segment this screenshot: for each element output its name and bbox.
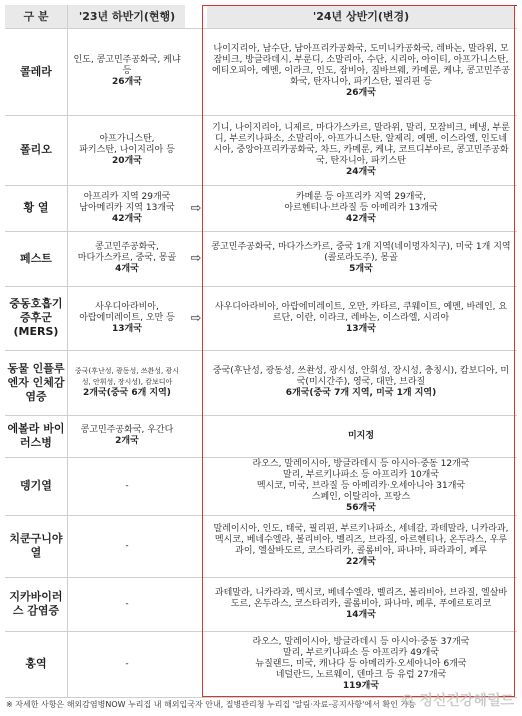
new-line: 멕시코, 미국, 브라질 등 아메리카·오세아니아 31개국: [256, 480, 466, 491]
previous-line: 아랍에미레이트, 오만 등: [79, 312, 175, 323]
new-countries: [207, 115, 515, 185]
new-line: 과테말라, 니카라과, 멕시코, 베네수엘라, 벨리즈, 볼리비아, 브라질, 엘살바도르, 온두라스, 코스타리카, 콜롬비아, 파나마, 페루, 푸에르토리코: [214, 587, 508, 609]
previous-countries: -: [67, 457, 186, 515]
new-line: 라오스, 말레이시아, 방글라데시 등 아시아·중동 12개국: [252, 458, 470, 469]
new-line: 말리, 부르키나파소 등 아프리카 10개국: [282, 469, 440, 480]
previous-count: 26개국: [112, 77, 142, 87]
table-row-chikungunya: [5, 515, 517, 578]
table-row-mers: [5, 286, 517, 351]
new-count: 13개국: [346, 323, 376, 334]
new-line: 말리, 부르키나파소 등 아프리카 49개국: [282, 647, 440, 658]
new-countries: [207, 185, 515, 231]
arrow-cell: [185, 515, 207, 577]
new-countries: [207, 415, 515, 457]
table-row-polio: [5, 115, 517, 186]
previous-line: 아프가니스탄,: [99, 133, 155, 144]
new-line: 말레이시아, 인도, 태국, 필리핀, 부르키나파소, 세네갈, 과테말라, 니카라과, 멕시코, 베네수엘라, 볼리비아, 벨리즈, 브라질, 아르헨티나, 온두라스, 우루과이, 엘살바도르, 코스타리카, 콜롬비아, 파나마, 파라과이, 페루: [213, 524, 509, 556]
new-line: 콩고민주공화국, 마다가스카르, 중국 1개 지역(네이멍자치구), 미국 1개 지역(콜로라도주), 몽골: [211, 242, 511, 263]
header-gap: [185, 5, 207, 28]
disease-name: 홍역: [25, 657, 47, 670]
previous-count: 4개국: [115, 264, 139, 274]
new-countries: [207, 631, 515, 697]
new-line: 아르헨티나·브라질 등 아메리카 13개국: [284, 202, 438, 213]
new-countries: [207, 515, 515, 577]
previous-count: 2개국: [115, 436, 139, 446]
header-category: 구 분: [5, 5, 67, 28]
new-count: 22개국: [346, 557, 376, 567]
previous-countries: [67, 115, 186, 185]
table-header-row: [5, 5, 517, 29]
new-count: 119개국: [342, 680, 380, 691]
disease-name: 뎅기열: [20, 479, 52, 492]
arrow-cell: [185, 577, 207, 631]
new-countries: [207, 231, 515, 286]
new-count: 5개국: [349, 264, 373, 274]
new-count: 14개국: [346, 609, 376, 620]
previous-line: 중국(후난성, 광동성, 쓰촨성, 광시성, 안휘성, 장시성), 캄보디아: [75, 367, 179, 386]
table-row-cholera: [5, 28, 517, 116]
new-count: 6개국(중국 7개 지역, 미국 1개 지역): [285, 388, 437, 398]
new-line: 뉴질랜드, 미국, 캐나다 등 아메리카·오세아니아 6개국: [255, 658, 467, 669]
previous-line: 마다가스카르, 중국, 몽골: [77, 253, 177, 263]
new-line: 사우디아라비아, 아랍에미레이트, 오만, 카타르, 쿠웨이트, 예멘, 바레인, 요르단, 이란, 이라크, 레바논, 이스라엘, 시리아: [214, 301, 508, 323]
previous-countries: [67, 28, 186, 115]
table-row-measles: [5, 631, 517, 698]
disease-name: 콜레라: [20, 64, 52, 78]
table-row-dengue: [5, 457, 517, 516]
new-line: 나이지리아, 남수단, 남아프리카공화국, 도미니카공화국, 레바논, 말라위, 모잠비크, 방글라데시, 부룬디, 소말리아, 수단, 시리아, 아이티, 아프가니스탄, 에티오피아, 예멘, 이라크, 인도, 잠비아, 짐바브웨, 카메룬, 케냐, 콩고민주공화국, 탄자니아, 파키스탄, 필리핀 등: [212, 44, 510, 87]
new-count: 42개국: [346, 213, 376, 224]
previous-line: 파키스탄, 나이지리아 등: [79, 144, 175, 155]
arrow-cell: [185, 415, 207, 457]
previous-count: 13개국: [112, 323, 142, 334]
previous-line: 콩고민주공화국,: [95, 242, 159, 252]
table-row-ebola: [5, 415, 517, 458]
disease-name: 폴리오: [20, 143, 52, 156]
arrow-cell: [185, 457, 207, 515]
table-row-plague: [5, 231, 517, 287]
header-previous: '23년 하반기(현행): [67, 5, 186, 28]
previous-countries: [67, 350, 186, 415]
arrow-cell: [185, 631, 207, 697]
right-arrow-icon: ⇨: [190, 310, 202, 326]
new-line: 라오스, 말레이시아, 방글라데시 등 아시아·중동 37개국: [252, 636, 470, 647]
footnote: ※ 자세한 사항은 해외감염병NOW 누리집 내 해외입국자 안내, 질병관리청 누리집 '알림·자료-공지사항'에서 확인 가능: [6, 700, 416, 709]
new-line: 중국(후난성, 광동성, 쓰촨성, 광시성, 안휘성, 장시성, 충칭시), 캄보디아, 미국(미시간주), 영국, 대만, 브라질: [212, 366, 510, 387]
previous-countries: [67, 415, 186, 457]
previous-line: 남아메리카 지역 13개국: [79, 202, 175, 213]
new-count: 24개국: [346, 166, 376, 177]
previous-line: 아프리카 지역 29개국: [83, 191, 171, 202]
disease-name: 페스트: [20, 251, 52, 265]
header-changed: '24년 상반기(변경): [207, 5, 515, 28]
previous-count: 42개국: [112, 213, 142, 224]
disease-name: 치쿤구니야열: [9, 532, 63, 559]
new-line: 카메룬 등 아프리카 지역 29개국,: [295, 191, 427, 202]
arrow-cell: [185, 115, 207, 185]
new-line: 미지정: [347, 430, 375, 441]
new-countries: [207, 350, 515, 415]
table-row-zika: [5, 577, 517, 632]
watermark: © 정신건강헤럴드: [400, 693, 514, 709]
disease-name: 에볼라 바이러스병: [7, 422, 65, 449]
disease-name: 중동호흡기 증후군 (MERS): [9, 297, 63, 338]
previous-line: 콩고민주공화국, 우간다: [80, 425, 174, 435]
new-line: 기니, 나이지리아, 니제르, 마다가스카르, 말라위, 말리, 모잠비크, 베냉, 부룬디, 부르키나파소, 소말리아, 아프가니스탄, 알제리, 예멘, 이스라엘, 인도네시아, 중앙아프리카공화국, 차드, 카메룬, 케냐, 코트디부아르, 콩고민주공화국, 탄자니아, 파키스탄: [212, 122, 510, 166]
previous-countries: [67, 185, 186, 231]
previous-count: 20개국: [112, 155, 142, 166]
new-countries: [207, 457, 515, 515]
arrow-cell: [185, 350, 207, 415]
right-arrow-icon: ⇨: [190, 200, 202, 216]
disease-name: 황 열: [23, 201, 49, 214]
new-count: 56개국: [346, 502, 376, 513]
arrow-cell: [185, 28, 207, 115]
previous-countries: [67, 231, 186, 286]
new-line: 네덜란드, 노르웨이, 덴마크 등 유럽 27개국: [275, 669, 447, 680]
previous-countries: -: [67, 631, 186, 697]
disease-name: 동물 인플루엔자 인체감염증: [7, 361, 65, 403]
previous-countries: -: [67, 515, 186, 577]
new-countries: [207, 28, 515, 115]
right-arrow-icon: ⇨: [190, 251, 202, 266]
previous-count: 2개국(중국 6개 지역): [83, 388, 171, 398]
new-countries: [207, 286, 515, 350]
previous-line: 사우디아라비아,: [95, 301, 159, 312]
previous-countries: [67, 286, 186, 350]
disease-name: 지카바이러스 감염증: [9, 590, 63, 617]
table-row-avian-influenza: [5, 350, 517, 416]
new-line: 스페인, 이탈리아, 프랑스: [311, 491, 411, 502]
table-row-yellow-fever: [5, 185, 517, 232]
previous-countries: -: [67, 577, 186, 631]
new-count: 26개국: [346, 88, 376, 98]
new-countries: [207, 577, 515, 631]
previous-line: 인도, 콩고민주공화국, 케냐 등: [73, 55, 181, 76]
